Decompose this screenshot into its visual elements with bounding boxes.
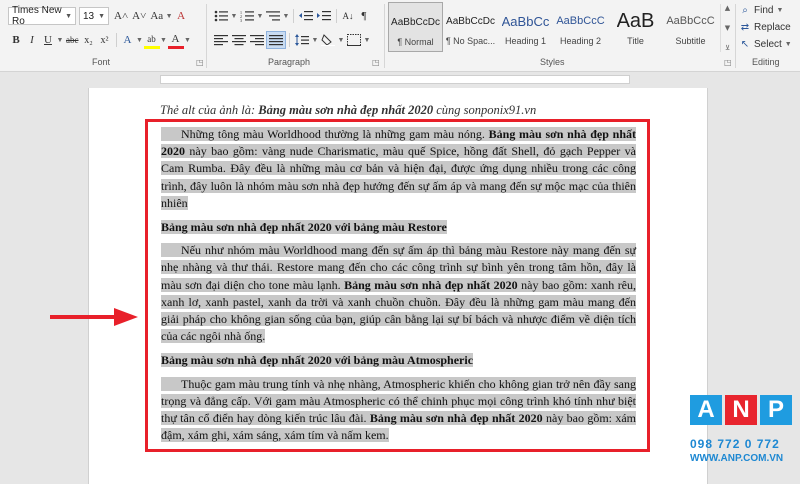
divider bbox=[293, 9, 294, 23]
paragraph-2-keyword: Bảng màu sơn nhà đẹp nhất 2020 bbox=[344, 277, 518, 292]
font-row-1 bbox=[8, 6, 189, 26]
anp-logo-letters bbox=[690, 395, 800, 425]
justify-icon[interactable] bbox=[266, 31, 286, 49]
style-subtitle[interactable] bbox=[663, 2, 718, 52]
chevron-down-icon[interactable]: ▼ bbox=[184, 36, 191, 44]
show-formatting-marks-icon[interactable]: ¶ bbox=[361, 10, 367, 22]
chevron-down-icon: ▼ bbox=[776, 7, 784, 14]
decrease-indent-icon[interactable] bbox=[297, 7, 315, 25]
svg-text:3: 3 bbox=[240, 18, 242, 22]
paragraph-3-text-b: này bao gồm: xám đậm, xám ghi, xám sáng, xám tím và nấm kem. bbox=[161, 411, 637, 443]
styles-gallery bbox=[388, 2, 718, 54]
chevron-down-icon[interactable]: ▼ bbox=[724, 24, 731, 32]
select-button[interactable] bbox=[738, 36, 800, 53]
paragraph-2-text-b: này bao gồm: xanh rêu, xanh lơ, xanh pastel, xanh da trời và xanh chuồn chuồn. Đây đều là những gam màu mang đến giải pháp cho không gian sống của bạn, giúp cân bằng lại sự bí bách và nhược điểm về diện tích của các ngôi nhà ống. bbox=[161, 277, 637, 344]
chevron-down-icon[interactable]: ▼ bbox=[136, 36, 143, 44]
style-title[interactable] bbox=[608, 2, 663, 52]
chevron-down-icon[interactable]: ▼ bbox=[256, 12, 264, 20]
style-name: ¶ Normal bbox=[397, 37, 434, 47]
paragraph-3-keyword: Bảng màu sơn nhà đẹp nhất 2020 bbox=[369, 411, 543, 426]
replace-label: Replace bbox=[754, 22, 791, 33]
style-preview: AaBbCcDc bbox=[446, 15, 495, 27]
style-preview: AaBbCcC bbox=[666, 15, 715, 27]
group-divider bbox=[206, 4, 207, 68]
divider bbox=[336, 9, 337, 23]
paragraph-row-1 bbox=[212, 6, 372, 26]
chevron-up-icon[interactable]: ▲ bbox=[724, 4, 731, 12]
search-icon: ⌕ bbox=[742, 5, 748, 16]
multilevel-list-icon[interactable] bbox=[264, 7, 282, 25]
align-center-icon[interactable] bbox=[230, 31, 248, 49]
find-button[interactable] bbox=[738, 2, 800, 19]
increase-indent-icon[interactable] bbox=[315, 7, 333, 25]
divider bbox=[289, 33, 290, 47]
chevron-down-icon: ▼ bbox=[65, 12, 72, 20]
highlight-button[interactable]: ab bbox=[144, 31, 160, 49]
styles-gallery-scroll bbox=[720, 4, 734, 52]
shading-icon[interactable] bbox=[319, 31, 337, 49]
chevron-down-icon[interactable]: ▼ bbox=[160, 36, 167, 44]
paragraph-dialog-launcher-icon[interactable]: ◳ bbox=[372, 58, 380, 67]
style-preview: AaBbCcC bbox=[556, 15, 605, 27]
chevron-down-icon[interactable]: ▼ bbox=[230, 12, 238, 20]
cursor-icon: ↖ bbox=[740, 39, 750, 50]
svg-text:1: 1 bbox=[240, 10, 242, 15]
ribbon bbox=[0, 0, 800, 72]
group-divider bbox=[384, 4, 385, 68]
font-name-combo[interactable] bbox=[8, 7, 76, 25]
anp-letter-a: A bbox=[690, 395, 722, 425]
caption-prefix: Thẻ alt của ảnh là: bbox=[160, 103, 259, 117]
paragraph-1-text-b: này bao gồm: vàng nude Charismatic, màu quế Spice, hồng đất Shell, đỏ gạch Pepper và Cam Rumba. Đây đều là những màu cơ bản và hiện đại, được ứng dụng nhiều trong các công trình, đây luôn là nhóm màu sơn nhà đẹp hướng đến sự ấm áp và mang đến sự mộc mạc của thiên nhiên bbox=[161, 144, 636, 210]
shrink-font-button[interactable]: A˅ bbox=[132, 10, 147, 22]
style-name: ¶ No Spac... bbox=[445, 36, 496, 46]
font-size-value: 13 bbox=[83, 10, 95, 22]
bold-button[interactable]: B bbox=[12, 34, 20, 46]
numbering-icon[interactable] bbox=[238, 7, 256, 25]
ruler-text-area bbox=[160, 75, 630, 84]
caption-suffix: cùng sonponix91.vn bbox=[433, 103, 537, 117]
editing-group bbox=[738, 2, 800, 53]
font-group-label: Font bbox=[92, 57, 111, 67]
editing-group-label: Editing bbox=[752, 57, 780, 67]
paragraph-group-label: Paragraph bbox=[268, 57, 311, 67]
align-left-icon[interactable] bbox=[212, 31, 230, 49]
red-arrow-icon bbox=[50, 307, 140, 327]
grow-font-button[interactable]: A˄ bbox=[114, 10, 129, 22]
anp-website: WWW.ANP.COM.VN bbox=[690, 453, 784, 464]
chevron-down-icon: ▼ bbox=[98, 12, 105, 20]
underline-button[interactable]: U bbox=[44, 34, 52, 46]
strikethrough-button[interactable]: abc bbox=[66, 35, 79, 45]
paragraph-2 bbox=[161, 242, 636, 345]
more-styles-icon[interactable]: ⊻ bbox=[724, 44, 731, 52]
divider bbox=[116, 33, 117, 47]
heading-restore bbox=[161, 219, 636, 236]
sort-icon[interactable]: A↓ bbox=[342, 11, 354, 21]
select-label: Select bbox=[754, 39, 782, 50]
font-size-combo[interactable] bbox=[79, 7, 109, 25]
anp-letter-n: N bbox=[725, 395, 757, 425]
chevron-down-icon[interactable]: ▼ bbox=[56, 36, 64, 44]
italic-button[interactable]: I bbox=[30, 34, 34, 46]
align-right-icon[interactable] bbox=[248, 31, 266, 49]
svg-text:2: 2 bbox=[240, 14, 242, 19]
bullets-icon[interactable] bbox=[212, 7, 230, 25]
style-normal[interactable] bbox=[388, 2, 443, 52]
anp-logo bbox=[690, 395, 800, 484]
selected-text-block[interactable] bbox=[161, 126, 636, 451]
line-spacing-icon[interactable] bbox=[293, 31, 311, 49]
style-preview: AaBbCcDc bbox=[391, 16, 440, 28]
style-preview: AaBbCc bbox=[501, 13, 550, 29]
style-no-spacing[interactable] bbox=[443, 2, 498, 52]
ruler bbox=[0, 73, 800, 87]
style-name: Heading 2 bbox=[559, 36, 602, 46]
clear-formatting-button[interactable]: A bbox=[177, 10, 186, 22]
text-effects-button[interactable]: A bbox=[123, 34, 132, 46]
heading-atmospheric-text: Bảng màu sơn nhà đẹp nhất 2020 với bảng màu Atmospheric bbox=[161, 353, 474, 368]
anp-letter-p: P bbox=[760, 395, 792, 425]
chevron-down-icon[interactable]: ▼ bbox=[311, 36, 319, 44]
anp-phone: 098 772 0 772 bbox=[690, 437, 780, 451]
styles-dialog-launcher-icon[interactable]: ◳ bbox=[724, 58, 732, 67]
style-preview: AaB bbox=[616, 10, 655, 32]
style-heading-1[interactable] bbox=[498, 2, 553, 52]
style-heading-2[interactable] bbox=[553, 2, 608, 52]
superscript-button[interactable]: x² bbox=[100, 34, 109, 46]
paragraph-3-text-a: Thuộc gam màu trung tính và nhẹ nhàng, Atmospheric khiến cho không gian trở nên đầy sang trọng và đẳng cấp. Với gam màu Atmospheric có thể chinh phục mọi công trình khó tính như biệt thự tân cổ điển hay dòng kiến trúc lâu đài. bbox=[161, 376, 636, 426]
replace-button[interactable] bbox=[738, 19, 800, 36]
paragraph-1-keyword: Bảng màu sơn nhà đẹp nhất 2020 bbox=[161, 127, 637, 159]
chevron-down-icon[interactable]: ▼ bbox=[363, 36, 371, 44]
caption-bold: Bảng màu sơn nhà đẹp nhất 2020 bbox=[258, 103, 434, 117]
chevron-down-icon[interactable]: ▼ bbox=[165, 12, 173, 20]
chevron-down-icon[interactable]: ▼ bbox=[282, 12, 290, 20]
font-name-value: Times New Ro bbox=[12, 5, 62, 27]
paragraph-1 bbox=[161, 126, 636, 212]
subscript-button[interactable]: x₂ bbox=[84, 34, 93, 46]
group-divider bbox=[735, 4, 736, 68]
style-name: Subtitle bbox=[675, 36, 706, 46]
image-caption bbox=[160, 103, 630, 118]
paragraph-2-text-a: Nếu như nhóm màu Worldhood mang đến sự ấm áp thì bảng màu Restore này mang đến sự nhẹ nhàng và thư thái. Restore mang đến cho các công trình sự bình yên trong tâm hồn, đây là màu sơn đại diện cho tone màu lạnh. bbox=[161, 243, 636, 292]
borders-icon[interactable] bbox=[345, 31, 363, 49]
paragraph-3 bbox=[161, 376, 636, 445]
font-row-2 bbox=[8, 30, 192, 50]
paragraph-row-2 bbox=[212, 30, 371, 50]
chevron-down-icon[interactable]: ▼ bbox=[337, 36, 345, 44]
find-label: Find bbox=[754, 5, 774, 16]
chevron-down-icon: ▼ bbox=[784, 41, 792, 48]
highlight-frame bbox=[145, 119, 650, 452]
style-name: Title bbox=[627, 36, 644, 46]
style-name: Heading 1 bbox=[504, 36, 547, 46]
replace-icon: ⇄ bbox=[740, 22, 750, 33]
heading-restore-text: Bảng màu sơn nhà đẹp nhất 2020 với bảng màu Restore bbox=[161, 220, 447, 235]
heading-atmospheric bbox=[161, 352, 636, 369]
styles-group-label: Styles bbox=[540, 57, 565, 67]
font-color-button[interactable]: A bbox=[168, 31, 184, 49]
paragraph-1-text-a: Những tông màu Worldhood thường là những gam màu nóng. bbox=[181, 127, 489, 141]
change-case-button[interactable]: Aa bbox=[150, 10, 164, 22]
font-dialog-launcher-icon[interactable]: ◳ bbox=[196, 58, 204, 67]
